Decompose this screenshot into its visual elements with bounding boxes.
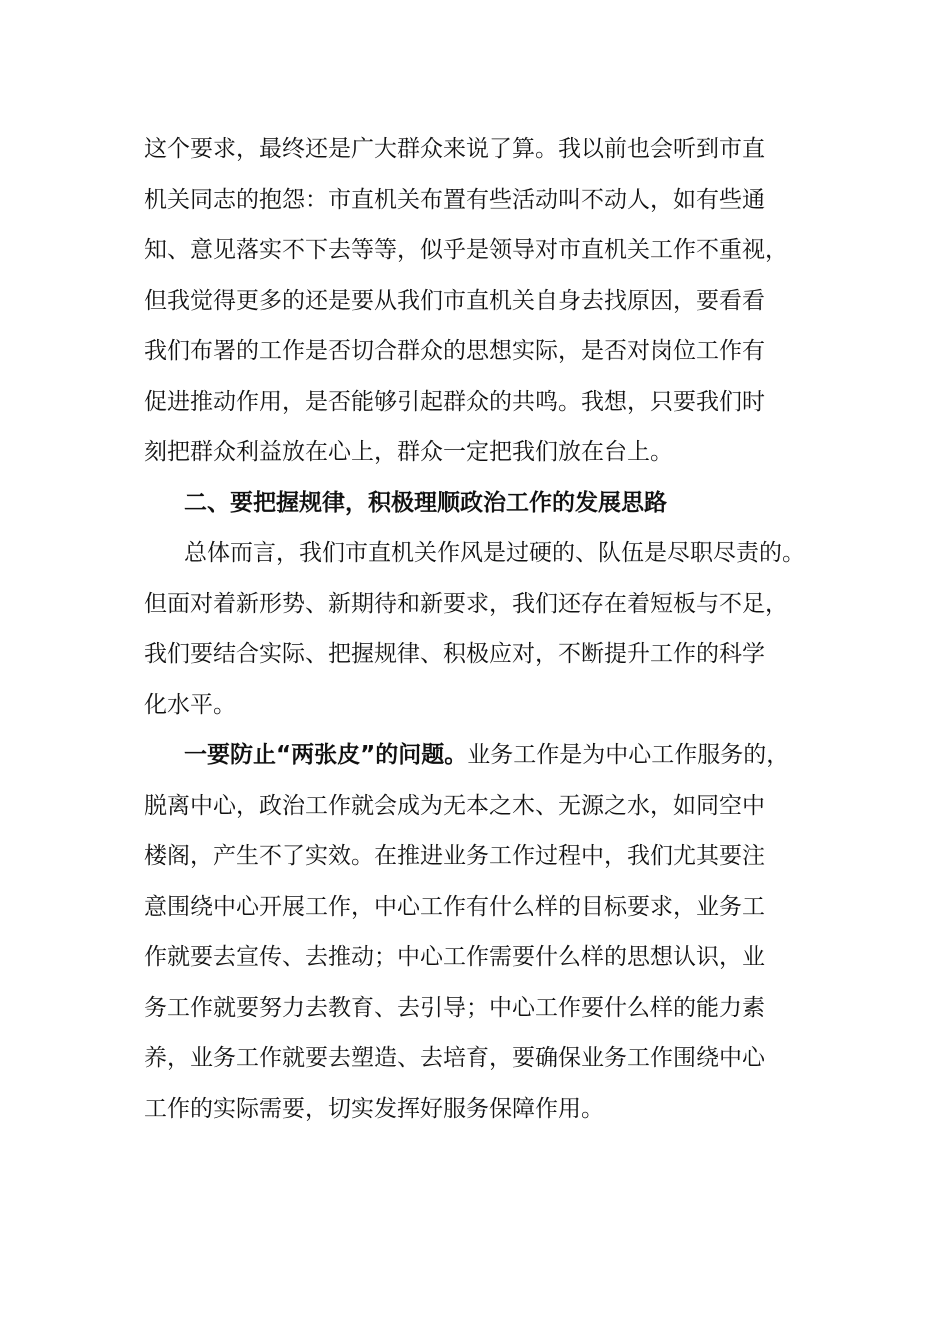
- document-body: [144, 124, 824, 1134]
- text-line: 化水平。: [144, 691, 236, 718]
- text-line: [144, 730, 824, 781]
- section-heading: 二、要把握规律，积极理顺政治工作的发展思路: [184, 489, 667, 516]
- paragraph-point-one: [144, 730, 824, 1134]
- text-line: 机关同志的抱怨：市直机关布置有些活动叫不动人，如有些通: [144, 186, 765, 213]
- text-line: 养，业务工作就要去塑造、去培育，要确保业务工作围绕中心: [144, 1045, 765, 1071]
- text-line: 我们要结合实际、把握规律、积极应对，不断提升工作的科学: [144, 641, 765, 667]
- text-line: 促进推动作用，是否能够引起群众的共鸣。我想，只要我们时: [144, 388, 765, 415]
- point-lead: 一要防止“两张皮”的问题。: [184, 742, 468, 768]
- text-line: 总体而言，我们市直机关作风是过硬的、队伍是尽职尽责的。: [184, 540, 805, 566]
- text-line: 但面对着新形势、新期待和新要求，我们还存在着短板与不足，: [144, 590, 788, 617]
- point-text: 业务工作是为中心工作服务的，: [467, 742, 790, 768]
- text-line: 工作的实际需要，切实发挥好服务保障作用。: [144, 1095, 604, 1122]
- text-line: 但我觉得更多的还是要从我们市直机关自身去找原因，要看看: [144, 287, 765, 314]
- paragraph-continuation: [144, 124, 824, 478]
- text-line: 务工作就要努力去教育、去引导；中心工作要什么样的能力素: [144, 994, 765, 1021]
- text-line: 刻把群众利益放在心上，群众一定把我们放在台上。: [144, 439, 673, 465]
- text-line: 这个要求，最终还是广大群众来说了算。我以前也会听到市直: [144, 136, 765, 162]
- text-line: 楼阁，产生不了实效。在推进业务工作过程中，我们尤其要注: [144, 843, 765, 869]
- text-line: 我们布署的工作是否切合群众的思想实际，是否对岗位工作有: [144, 338, 765, 364]
- paragraph-overview: [144, 528, 824, 730]
- text-line: 知、意见落实不下去等等，似乎是领导对市直机关工作不重视，: [144, 237, 788, 263]
- text-line: 脱离中心，政治工作就会成为无本之木、无源之水，如同空中: [144, 792, 765, 819]
- text-line: 意围绕中心开展工作，中心工作有什么样的目标要求，业务工: [144, 893, 765, 920]
- text-line: 作就要去宣传、去推动；中心工作需要什么样的思想认识，业: [144, 944, 765, 970]
